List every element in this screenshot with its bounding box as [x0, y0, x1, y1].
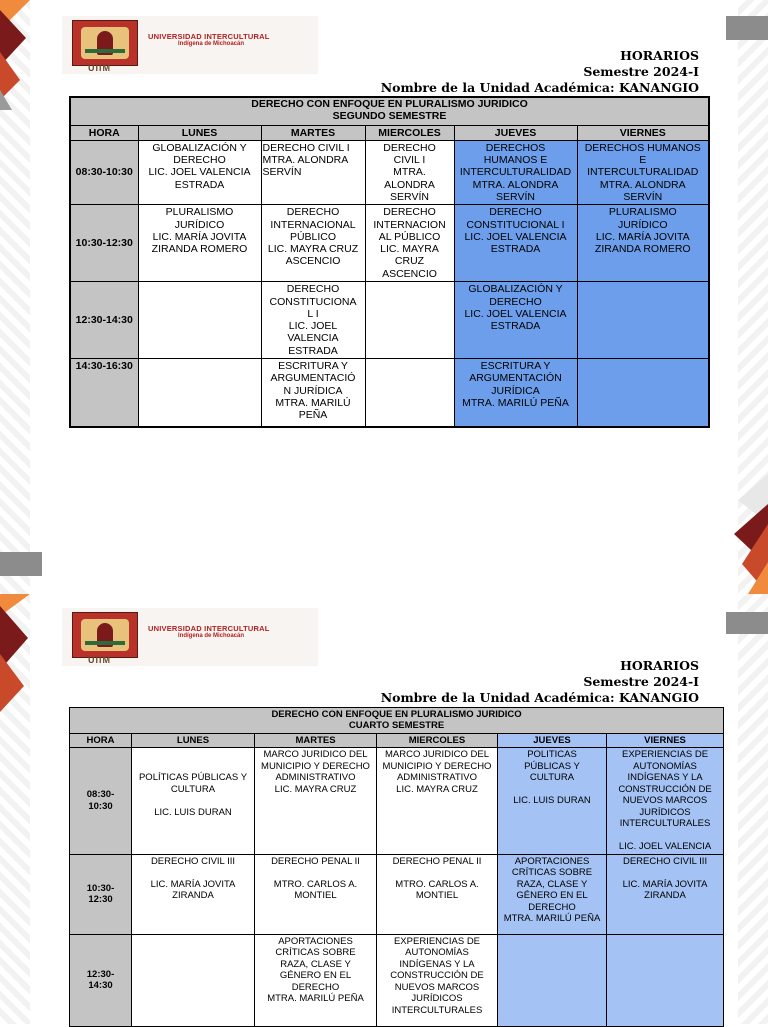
class-cell: DERECHO CIVIL I MTRA. ALONDRA SERVÍN: [261, 140, 365, 204]
table-row: [70, 748, 724, 855]
class-cell: DERECHO CIVIL I MTRA. ALONDRA SERVÍN: [365, 140, 454, 204]
col-header-martes: MARTES: [261, 125, 365, 140]
col-header-martes: MARTES: [255, 734, 377, 748]
class-cell: DERECHO PENAL II MTRO. CARLOS A. MONTIEL: [377, 854, 498, 934]
class-cell: DERECHO INTERNACIONAL PÚBLICO LIC. MAYRA CRUZ ASCENCIO: [261, 205, 365, 282]
col-header-miercoles: MIERCOLES: [377, 734, 498, 748]
col-header-hora: HORA: [70, 125, 138, 140]
logo-emblem-icon: [72, 612, 138, 658]
logo-abbr: UIIM: [88, 63, 111, 73]
logo-abbr: UIIM: [88, 655, 111, 665]
header-semester: Semestre 2024-I: [583, 64, 699, 79]
decorative-shape-left-3: [0, 594, 30, 714]
class-cell: DERECHO CONSTITUCIONA L I LIC. JOEL VALENCIA ESTRADA: [261, 282, 365, 359]
hora-cell: 08:30-10:30: [70, 140, 138, 204]
class-cell: EXPERIENCIAS DE AUTONOMÍAS INDÍGENAS Y LA CONSTRUCCIÓN DE NUEVOS MARCOS JURÍDICOS INTERCULTURALES LIC. JOEL VALENCIA: [607, 748, 724, 855]
logo-name: UNIVERSIDAD INTERCULTURAL: [148, 32, 270, 41]
col-header-lunes: LUNES: [132, 734, 255, 748]
hora-cell: 12:30-14:30: [70, 282, 138, 359]
header-title: HORARIOS: [620, 48, 699, 63]
table-row: [70, 359, 709, 427]
table-title: DERECHO CON ENFOQUE EN PLURALISMO JURIDICO CUARTO SEMESTRE: [70, 708, 724, 734]
header-title: HORARIOS: [620, 658, 699, 673]
class-cell: DERECHOS HUMANOS E INTERCULTURALIDAD MTRA. ALONDRA SERVÍN: [577, 140, 709, 204]
class-cell: [132, 934, 255, 1026]
table-row: [70, 934, 724, 1026]
hora-cell: 14:30-16:30: [70, 359, 138, 427]
class-cell: DERECHO PENAL II MTRO. CARLOS A. MONTIEL: [255, 854, 377, 934]
class-cell: POLÍTICAS PÚBLICAS Y CULTURA LIC. LUIS DURAN: [132, 748, 255, 855]
schedule-table-segundo: [69, 96, 710, 428]
col-header-miercoles: MIERCOLES: [365, 125, 454, 140]
header-unit: Nombre de la Unidad Académica: KANANGIO: [380, 80, 699, 95]
col-header-lunes: LUNES: [138, 125, 261, 140]
decorative-shape-right-3: [726, 612, 768, 634]
class-cell: [365, 282, 454, 359]
class-cell: EXPERIENCIAS DE AUTONOMÍAS INDÍGENAS Y LA CONSTRUCCIÓN DE NUEVOS MARCOS JURÍDICOS INTERCULTURALES: [377, 934, 498, 1026]
hora-cell: 10:30- 12:30: [70, 854, 132, 934]
class-cell: MARCO JURIDICO DEL MUNICIPIO Y DERECHO ADMINISTRATIVO LIC. MAYRA CRUZ: [377, 748, 498, 855]
class-cell: GLOBALIZACIÓN Y DERECHO LIC. JOEL VALENCIA ESTRADA: [454, 282, 577, 359]
class-cell: GLOBALIZACIÓN Y DERECHO LIC. JOEL VALENCIA ESTRADA: [138, 140, 261, 204]
table-row: [70, 140, 709, 204]
decorative-shape-left-2: [0, 552, 42, 576]
class-cell: POLITICAS PÚBLICAS Y CULTURA LIC. LUIS DURAN: [498, 748, 607, 855]
logo-subtitle: Indígena de Michoacán: [178, 41, 245, 47]
decorative-shape-left-1: [0, 0, 30, 110]
class-cell: MARCO JURIDICO DEL MUNICIPIO Y DERECHO ADMINISTRATIVO LIC. MAYRA CRUZ: [255, 748, 377, 855]
class-cell: PLURALISMO JURÍDICO LIC. MARÍA JOVITA ZIRANDA ROMERO: [138, 205, 261, 282]
class-cell: APORTACIONES CRÍTICAS SOBRE RAZA, CLASE Y GÉNERO EN EL DERECHO MTRA. MARILÚ PEÑA: [498, 854, 607, 934]
university-logo: [62, 16, 318, 74]
class-cell: DERECHO CONSTITUCIONAL I LIC. JOEL VALENCIA ESTRADA: [454, 205, 577, 282]
logo-subtitle: Indígena de Michoacán: [178, 633, 245, 639]
logo-emblem-icon: [72, 20, 138, 66]
schedule-header: [381, 658, 699, 706]
class-cell: [577, 359, 709, 427]
col-header-viernes: VIERNES: [607, 734, 724, 748]
schedule-table-cuarto: [69, 707, 724, 1027]
decorative-shape-right-2: [734, 474, 768, 594]
class-cell: PLURALISMO JURÍDICO LIC. MARÍA JOVITA ZIRANDA ROMERO: [577, 205, 709, 282]
table-row: [70, 854, 724, 934]
schedule-header: [381, 48, 699, 96]
hora-cell: 08:30- 10:30: [70, 748, 132, 855]
class-cell: APORTACIONES CRÍTICAS SOBRE RAZA, CLASE Y GÉNERO EN EL DERECHO MTRA. MARILÚ PEÑA: [255, 934, 377, 1026]
hora-cell: 12:30- 14:30: [70, 934, 132, 1026]
university-logo: [62, 608, 318, 666]
class-cell: DERECHO CIVIL III LIC. MARÍA JOVITA ZIRANDA: [132, 854, 255, 934]
decorative-shape-right-1: [726, 16, 768, 40]
class-cell: [138, 359, 261, 427]
decorative-stripe-top-left: [0, 0, 30, 1024]
class-cell: ESCRITURA Y ARGUMENTACIÓ N JURÍDICA MTRA. MARILÚ PEÑA: [261, 359, 365, 427]
class-cell: [577, 282, 709, 359]
class-cell: [498, 934, 607, 1026]
class-cell: DERECHO INTERNACION AL PÚBLICO LIC. MAYRA CRUZ ASCENCIO: [365, 205, 454, 282]
class-cell: ESCRITURA Y ARGUMENTACIÓN JURÍDICA MTRA. MARILÚ PEÑA: [454, 359, 577, 427]
table-title: DERECHO CON ENFOQUE EN PLURALISMO JURIDICO SEGUNDO SEMESTRE: [70, 97, 709, 125]
class-cell: DERECHO CIVIL III LIC. MARÍA JOVITA ZIRANDA: [607, 854, 724, 934]
class-cell: DERECHOS HUMANOS E INTERCULTURALIDAD MTRA. ALONDRA SERVÍN: [454, 140, 577, 204]
col-header-jueves: JUEVES: [498, 734, 607, 748]
hora-cell: 10:30-12:30: [70, 205, 138, 282]
col-header-jueves: JUEVES: [454, 125, 577, 140]
col-header-viernes: VIERNES: [577, 125, 709, 140]
logo-name: UNIVERSIDAD INTERCULTURAL: [148, 624, 270, 633]
class-cell: [365, 359, 454, 427]
table-row: [70, 205, 709, 282]
col-header-hora: HORA: [70, 734, 132, 748]
header-unit: Nombre de la Unidad Académica: KANANGIO: [380, 690, 699, 705]
header-semester: Semestre 2024-I: [583, 674, 699, 689]
class-cell: [607, 934, 724, 1026]
class-cell: [138, 282, 261, 359]
table-row: [70, 282, 709, 359]
